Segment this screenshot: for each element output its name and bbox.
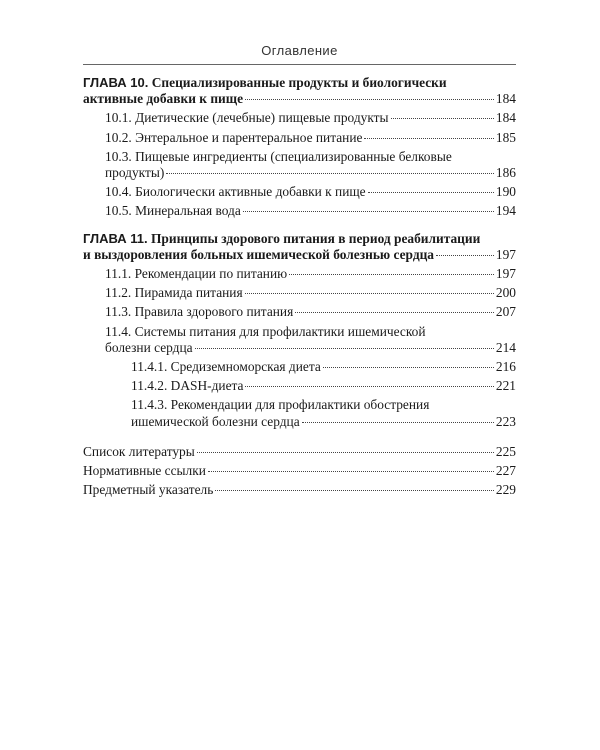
page-number: 227 (495, 463, 516, 479)
entry-title: 10.1. Диетические (лечебные) пищевые продукты (105, 110, 389, 126)
toc-entry-10-4[interactable] (83, 184, 516, 200)
toc-entry-11-4[interactable] (83, 324, 516, 356)
leader-dots (323, 367, 494, 368)
page-number: 200 (495, 285, 516, 301)
toc-entry-10-1[interactable] (83, 110, 516, 126)
toc-chapter-11[interactable] (83, 231, 516, 263)
entry-title: 11.4.1. Средиземноморская диета (131, 359, 321, 375)
page-number: 223 (495, 413, 516, 429)
toc-entry-11-2[interactable] (83, 285, 516, 301)
chapter-label: ГЛАВА 11. (83, 230, 148, 246)
entry-title-line1: 10.3. Пищевые ингредиенты (специализированные белковые (105, 148, 452, 164)
toc-entry-10-3[interactable] (83, 149, 516, 181)
entry-title: 11.4.2. DASH-диета (131, 378, 244, 394)
page-number: 190 (495, 184, 516, 200)
leader-dots (215, 490, 494, 491)
entry-title-line2: продукты) (105, 165, 165, 181)
header-rule (83, 64, 516, 65)
entry-title: 11.3. Правила здорового питания (105, 304, 294, 320)
toc-entry-references[interactable] (83, 444, 516, 460)
entry-title: Нормативные ссылки (83, 463, 206, 479)
page-number: 229 (495, 482, 516, 498)
page-number: 207 (495, 304, 516, 320)
chapter-title-line1: Принципы здорового питания в период реабилитации (151, 230, 481, 246)
page-number: 197 (495, 246, 516, 262)
toc-entry-11-4-3[interactable] (83, 397, 516, 429)
page-number: 197 (495, 266, 516, 282)
leader-dots (166, 173, 494, 174)
leader-dots (436, 255, 494, 256)
leader-dots (368, 192, 494, 193)
entry-title: 10.4. Биологически активные добавки к пище (105, 184, 366, 200)
entry-title-line1: 11.4. Системы питания для профилактики ишемической (105, 323, 426, 339)
chapter-title-line2: активные добавки к пище (83, 91, 244, 107)
leader-dots (391, 118, 494, 119)
leader-dots (295, 312, 494, 313)
page-number: 194 (495, 203, 516, 219)
leader-dots (364, 138, 493, 139)
entry-title-line2: болезни сердца (105, 339, 193, 355)
entry-title-line1: 11.4.3. Рекомендации для профилактики обострения (131, 397, 430, 413)
section-gap (83, 220, 516, 231)
page-number: 216 (495, 359, 516, 375)
toc-entry-10-5[interactable] (83, 203, 516, 219)
chapter-title-line1: Специализированные продукты и биологически (151, 75, 447, 90)
toc-entry-11-4-2[interactable] (83, 378, 516, 394)
toc-entry-subject-index[interactable] (83, 482, 516, 498)
leader-dots (243, 211, 494, 212)
entry-title: Список литературы (83, 443, 195, 459)
page-number: 221 (495, 378, 516, 394)
leader-dots (289, 274, 494, 275)
page-number: 186 (495, 165, 516, 181)
page-number: 214 (495, 339, 516, 355)
leader-dots (245, 386, 493, 387)
entry-title: 10.5. Минеральная вода (105, 203, 241, 219)
leader-dots (302, 422, 494, 423)
section-gap (83, 430, 516, 441)
toc-entry-10-2[interactable] (83, 130, 516, 146)
entry-title: 11.2. Пирамида питания (105, 285, 243, 301)
page-number: 225 (495, 443, 516, 459)
leader-dots (245, 293, 494, 294)
page-number: 185 (495, 129, 516, 145)
toc-entry-11-4-1[interactable] (83, 359, 516, 375)
toc-chapter-10[interactable] (83, 75, 516, 107)
page-number: 184 (495, 110, 516, 126)
entry-title: 10.2. Энтеральное и парентеральное питание (105, 129, 363, 145)
page-number: 184 (495, 91, 516, 107)
leader-dots (195, 348, 494, 349)
running-head: Оглавление (261, 43, 338, 58)
chapter-title-line2: и выздоровления больных ишемической болезнью сердца (83, 246, 434, 262)
toc-entry-normative-references[interactable] (83, 463, 516, 479)
entry-title-line2: ишемической болезни сердца (131, 413, 300, 429)
leader-dots (197, 452, 494, 453)
leader-dots (208, 471, 494, 472)
toc-entry-11-1[interactable] (83, 266, 516, 282)
entry-title: Предметный указатель (83, 482, 214, 498)
leader-dots (245, 99, 494, 100)
table-of-contents (83, 75, 516, 498)
toc-entry-11-3[interactable] (83, 304, 516, 320)
entry-title: 11.1. Рекомендации по питанию (105, 266, 288, 282)
chapter-label: ГЛАВА 10. (83, 75, 149, 90)
